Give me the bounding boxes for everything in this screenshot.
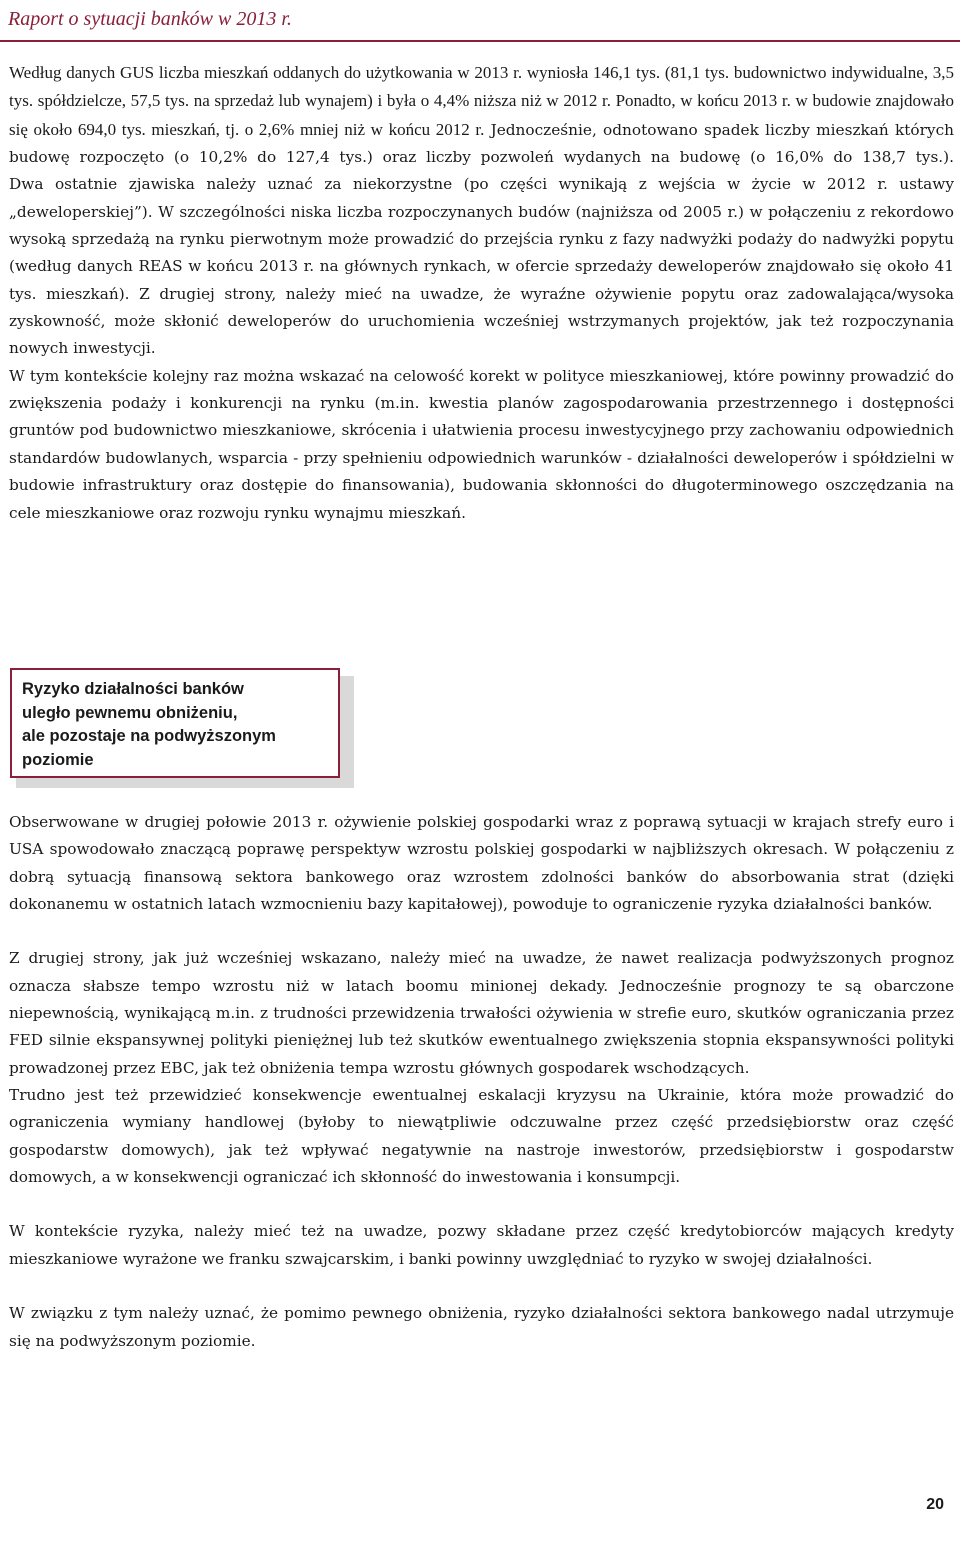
paragraph-risk-chf-loans: W kontekście ryzyka, należy mieć też na uwadze, pozwy składane przez część kredytobiorców mających kredyty mieszkaniowe wyrażone we franku szwajcarskim, i banki powinny uwzględniać to ryzyko w swojej działalności. [9, 1222, 954, 1268]
callout-box [10, 668, 340, 778]
paragraph-housing-stats: Według danych GUS liczba mieszkań oddanych do użytkowania w 2013 r. wyniosła 146,1 tys. (81,1 tys. budownictwo indywidualne, 3,5 tys. spółdzielcze, 57,5 tys. na sprzedaż lub wynajem) i była o 4,4% niższa niż w 2012 r. Ponadto, w końcu 2013 r. w budowie znajdowało się około 694,0 tys. mieszkań, tj. o 2,6% mniej niż w końcu 2012 r. [9, 63, 954, 139]
paragraph-risk-ukraine: Trudno jest też przewidzieć konsekwencje ewentualnej eskalacji kryzysu na Ukrainie, która może prowadzić do ograniczenia wymiany handlowej (byłoby to niewątpliwie odczuwalne przez część przedsiębiorstw oraz część gospodarstw domowych), jak też wpływać negatywnie na nastroje inwestorów, przedsiębiorstw i gospodarstw domowych, a w konsekwencji ograniczać ich skłonność do inwestowania i konsumpcji. [9, 1086, 954, 1187]
callout-line-4: poziomie [22, 750, 94, 769]
paragraph-risk-reduction: Obserwowane w drugiej połowie 2013 r. ożywienie polskiej gospodarki wraz z poprawą sytuacji w krajach strefy euro i USA spowodowało znaczącą poprawę perspektyw wzrostu polskiej gospodarki w najbliższych okresach. W połączeniu z dobrą sytuacją finansową sektora bankowego oraz wzrostem zdolności banków do absorbowania strat (dzięki dokonanemu w ostatnich latach wzmocnieniu bazy kapitałowej), powoduje to ograniczenie ryzyka działalności banków. [9, 813, 954, 914]
paragraph-housing-policy: W tym kontekście kolejny raz można wskazać na celowość korekt w polityce mieszkaniowej, które powinny prowadzić do zwiększenia podaży i konkurencji na rynku (m.in. kwestia planów zagospodarowania przestrzennego i dostępności gruntów pod budownictwo mieszkaniowe, skrócenia i ułatwienia procesu inwestycyjnego przy zachowaniu odpowiednich standardów budowlanych, wsparcia - przy spełnieniu odpowiednich warunków - działalności deweloperów i spółdzielni w budowie infrastruktury oraz dostępie do finansowania), budowania skłonności do długoterminowego oszczędzania na cele mieszkaniowe oraz rozwoju rynku wynajmu mieszkań. [9, 366, 954, 522]
paragraph-risk-forecasts: Z drugiej strony, jak już wcześniej wskazano, należy mieć na uwadze, że nawet realizacja podwyższonych prognoz oznacza słabsze tempo wzrostu niż w latach boomu minionej dekady. Jednocześnie prognozy te są obarczone niepewnością, wynikającą m.in. z trudności przewidzenia trwałości ożywienia w strefie euro, skutków ograniczania przez FED silnie ekspansywnej polityki pieniężnej lub też skutków ewentualnego zwiększenia stopnia ekspansywności polityki prowadzonej przez EBC, jak też obniżenia tempa wzrostu głównych gospodarek wschodzących. [9, 949, 954, 1077]
callout-line-1: Ryzyko działalności banków [22, 680, 244, 698]
paragraph-risk-conclusion: W związku z tym należy uznać, że pomimo pewnego obniżenia, ryzyko działalności sektora bankowego nadal utrzymuje się na podwyższonym poziomie. [9, 1304, 954, 1350]
paragraph-housing-assessment: Dwa ostatnie zjawiska należy uznać za niekorzystne (po części wynikają z wejścia w życie w 2012 r. ustawy „deweloperskiej”). W szczególności niska liczba rozpoczynanych budów (najniższa od 2005 r.) w połączeniu z rekordowo wysoką sprzedażą na rynku pierwotnym może prowadzić do przejścia rynku z fazy nadwyżki podaży do nadwyżki popytu (według danych REAS w końcu 2013 r. na głównych rynkach, w ofercie sprzedaży deweloperów znajdowało się około 41 tys. mieszkań). Z drugiej strony, należy mieć na uwadze, że wyraźne ożywienie popytu oraz zadowalająca/wysoka zyskowność, może skłonić deweloperów do uruchomienia wcześniej wstrzymanych projektów, jak też rozpoczynania nowych inwestycji. [9, 175, 954, 358]
header-divider [0, 40, 960, 42]
section-bank-risk [9, 809, 954, 1355]
section-housing [9, 59, 954, 527]
callout-line-3: ale pozostaje na podwyższonym [22, 727, 276, 745]
report-header-title: Raport o sytuacji banków w 2013 r. [8, 8, 292, 30]
callout-line-2: uległo pewnemu obniżeniu, [22, 703, 238, 722]
paragraph-housing-decline: Jednocześnie, odnotowano spadek liczby mieszkań których budowę rozpoczęto (o 10,2% do 127,4 tys.) oraz liczby pozwoleń wydanych na budowę (o 16,0% do 138,7 tys.). [9, 120, 954, 167]
page-number: 20 [926, 1496, 944, 1513]
